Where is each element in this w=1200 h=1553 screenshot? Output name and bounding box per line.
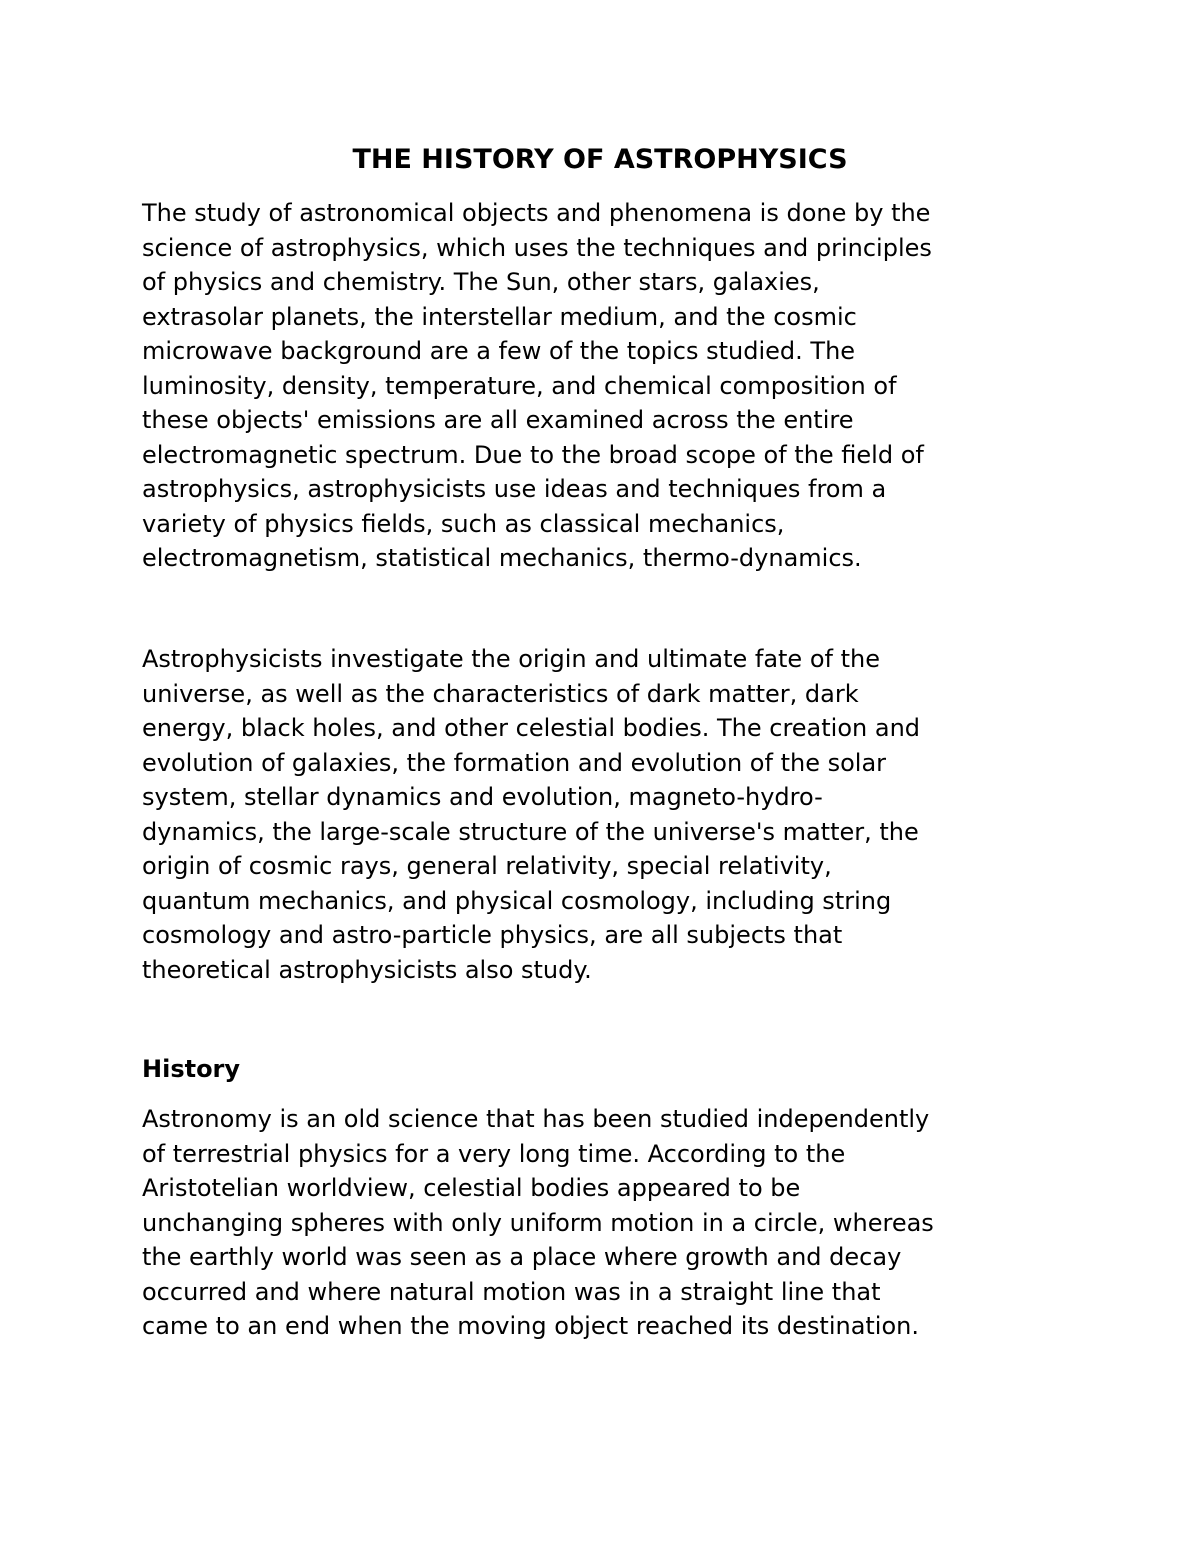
document-title: THE HISTORY OF ASTROPHYSICS <box>352 144 848 175</box>
paragraph-line: energy, black holes, and other celestial bodies. The creation and <box>142 714 921 742</box>
paragraph-line: Aristotelian worldview, celestial bodies appeared to be <box>142 1174 801 1202</box>
paragraph-line: electromagnetism, statistical mechanics, thermo-dynamics. <box>142 544 862 572</box>
paragraph-line: of physics and chemistry. The Sun, other stars, galaxies, <box>142 268 820 296</box>
paragraph-intro <box>142 196 932 576</box>
paragraph-line: variety of physics fields, such as classical mechanics, <box>142 509 785 538</box>
paragraph-line: the earthly world was seen as a place where growth and decay <box>142 1243 902 1271</box>
paragraph-line: these objects' emissions are all examined across the entire <box>142 406 854 434</box>
paragraph-line: dynamics, the large-scale structure of the universe's matter, the <box>142 817 919 846</box>
paragraph-line: system, stellar dynamics and evolution, magneto-hydro- <box>142 783 823 811</box>
paragraph-line: of terrestrial physics for a very long time. According to the <box>142 1139 846 1168</box>
paragraph-line: luminosity, density, temperature, and chemical composition of <box>142 371 897 400</box>
paragraph-line: theoretical astrophysicists also study. <box>142 955 592 984</box>
paragraph-line: The study of astronomical objects and phenomena is done by the <box>142 199 931 227</box>
paragraph-line: cosmology and astro-particle physics, are all subjects that <box>142 921 843 949</box>
paragraph-research-topics <box>142 642 920 987</box>
paragraph-line: origin of cosmic rays, general relativity, special relativity, <box>142 852 832 880</box>
paragraph-line: came to an end when the moving object reached its destination. <box>142 1312 919 1340</box>
section-heading-history: History <box>142 1055 241 1083</box>
paragraph-line: Astronomy is an old science that has been studied independently <box>142 1105 930 1133</box>
paragraph-history <box>142 1102 934 1344</box>
paragraph-line: evolution of galaxies, the formation and evolution of the solar <box>142 748 887 777</box>
paragraph-line: astrophysics, astrophysicists use ideas and techniques from a <box>142 475 887 503</box>
paragraph-line: microwave background are a few of the topics studied. The <box>142 337 856 365</box>
paragraph-line: occurred and where natural motion was in a straight line that <box>142 1277 881 1306</box>
paragraph-line: Astrophysicists investigate the origin and ultimate fate of the <box>142 645 880 673</box>
paragraph-line: extrasolar planets, the interstellar medium, and the cosmic <box>142 302 857 331</box>
paragraph-line: quantum mechanics, and physical cosmology, including string <box>142 886 892 915</box>
paragraph-line: unchanging spheres with only uniform motion in a circle, whereas <box>142 1208 934 1237</box>
paragraph-line: science of astrophysics, which uses the techniques and principles <box>142 233 932 262</box>
paragraph-line: universe, as well as the characteristics of dark matter, dark <box>142 679 859 708</box>
paragraph-line: electromagnetic spectrum. Due to the broad scope of the field of <box>142 440 924 469</box>
